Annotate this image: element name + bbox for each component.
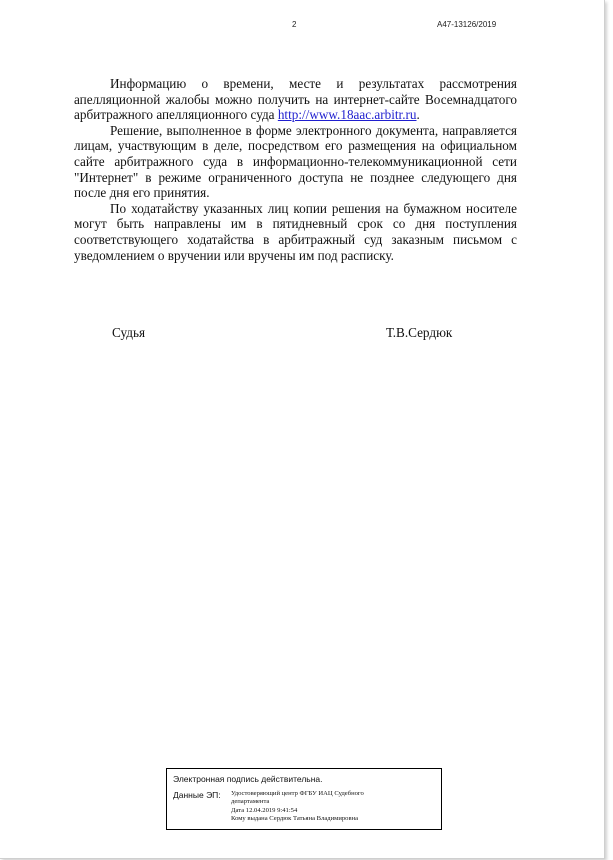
paragraph-decision: Решение, выполненное в форме электронного документа, направляется лицам, участвующим в деле, посредством его размещения на официальном сайте арбитражного суда в информационно-телекоммуникационной сети "Интернет" в режиме ограниченного доступа не позднее следующего дня после дня его принятия. [74,122,517,201]
paragraph-info-text: Информацию о времени, месте и результатах рассмотрения апелляционной жалобы можно получить на интернет-сайте Восемнадцатого арбитражного апелляционного суда [74,76,517,123]
signature-data-row [173,790,435,824]
certificate-center: Удостоверяющий центр ФГБУ ИАЦ Судебного [231,790,364,797]
paragraph-info [74,76,517,123]
signature-owner: Кому выдана Сердюк Татьяна Владимировна [231,815,359,823]
e-signature-stamp [166,768,442,830]
judge-title: Судья [112,325,146,340]
paragraph-copies: По ходатайству указанных лиц копии решения на бумажном носителе могут быть направлены им в пятидневный срок со дня поступления соответствующего ходатайства в арбитражный суд заказным письмом с уведомлением о вручении или вручены им под расписку. [74,200,517,263]
signature-data-label: Данные ЭП: [173,790,221,800]
page-number: 2 [292,20,297,29]
signature-data-info [231,790,364,824]
signature-date: Дата 12.04.2019 9:41:54 [231,806,298,814]
paragraph-info-end: . [416,107,420,123]
case-number: А47-13126/2019 [437,20,497,29]
court-website-link[interactable]: http://www.18aac.arbitr.ru [277,107,417,123]
certificate-center-dept: департамента [231,798,270,806]
document-body [74,76,517,263]
signature-valid-text: Электронная подпись действительна. [173,774,323,784]
judge-name: Т.В.Сердюк [386,325,453,340]
